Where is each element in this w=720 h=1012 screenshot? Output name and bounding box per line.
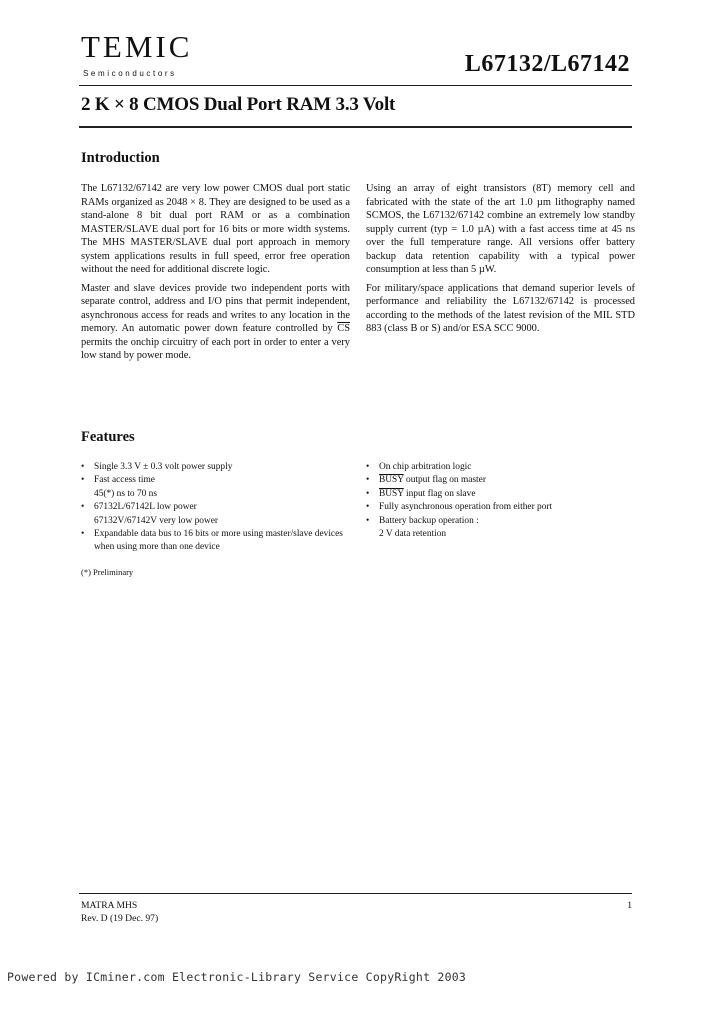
- feature-item: [81, 528, 361, 555]
- feature-item: [366, 461, 632, 474]
- header-rule: [79, 85, 632, 86]
- footer-left: [81, 899, 158, 925]
- features-right-list: [366, 461, 632, 541]
- features-left-column: [81, 461, 361, 555]
- footer-company: MATRA MHS: [81, 900, 138, 911]
- intro-paragraph-2-start: Master and slave devices provide two independent ports with separate control, address and I/O pins that permit independent, asynchronous access for reads and writes to any location in the memory. An automatic power down feature controlled by: [81, 282, 350, 334]
- feature-subtext: 45(*) ns to 70 ns: [94, 488, 158, 499]
- intro-paragraph-1: The L67132/67142 are very low power CMOS dual port static RAMs organized as 2048 × 8. They are designed to be used as a stand-alone 8 bit dual port RAM or as a combination MASTER/SLAVE dual port for 16 bits or more width systems. The MHS MASTER/SLAVE dual port approach in memory system applications results in full speed, error free operation without the need for additional discrete logic.: [81, 183, 350, 275]
- bullet-icon: •: [366, 462, 370, 472]
- bullet-icon: •: [366, 475, 370, 486]
- feature-text: Single 3.3 V ± 0.3 volt power supply: [94, 462, 233, 472]
- bullet-icon: •: [81, 502, 85, 513]
- introduction-heading: Introduction: [81, 150, 160, 166]
- feature-text: On chip arbitration logic: [379, 462, 472, 472]
- intro-paragraph-4: For military/space applications that demand superior levels of performance and reliability the L67132/67142 is processed according to the methods of the latest revision of the MIL STD 883 (class B or S) and/or ESA SCC 9000.: [366, 282, 635, 334]
- feature-item: [366, 515, 632, 542]
- feature-item: [366, 488, 632, 501]
- feature-item: [81, 461, 361, 474]
- features-left-list: [81, 461, 361, 555]
- watermark-text: Powered by ICminer.com Electronic-Library Service CopyRight 2003: [7, 970, 467, 984]
- busy-signal: BUSY: [379, 488, 404, 499]
- feature-text: output flag on master: [403, 475, 486, 486]
- bullet-icon: •: [81, 462, 85, 472]
- feature-text: Fully asynchronous operation from either port: [379, 502, 553, 513]
- part-number: L67132/L67142: [464, 51, 630, 77]
- feature-item: [366, 474, 632, 487]
- bullet-icon: •: [81, 529, 85, 540]
- footer-revision: Rev. D (19 Dec. 97): [81, 913, 159, 924]
- intro-paragraph-3: Using an array of eight transistors (8T) memory cell and fabricated with the state of the art 1.0 µm lithography named SCMOS, the L67132/67142 combine an extremely low standby supply current (typ = 1.0 µA) with a fast access time at 45 ns over the full temperature range. All versions offer battery backup data retention capability with a typical power consumption at less than 5 µW.: [366, 183, 635, 275]
- title-rule: [79, 126, 632, 128]
- feature-item: [81, 501, 361, 528]
- feature-text: 67132L/67142L low power: [94, 502, 197, 513]
- feature-item: [81, 474, 361, 501]
- feature-subtext: 2 V data retention: [379, 529, 447, 540]
- page-number: 1: [627, 900, 632, 911]
- feature-item: [366, 501, 632, 514]
- footer-rule: [79, 893, 632, 894]
- feature-text: Expandable data bus to 16 bits or more using master/slave devices when using more than one device: [94, 529, 343, 553]
- brand-subtitle: Semiconductors: [83, 69, 177, 78]
- intro-paragraph-2-end: permits the onchip circuitry of each port in order to enter a very low stand by power mode.: [81, 336, 350, 361]
- busy-signal: BUSY: [379, 475, 404, 486]
- bullet-icon: •: [366, 502, 370, 513]
- feature-text: Battery backup operation :: [379, 515, 479, 526]
- bullet-icon: •: [366, 488, 370, 499]
- feature-subtext: 67132V/67142V very low power: [94, 515, 219, 526]
- intro-right-column: [366, 182, 635, 341]
- feature-text: Fast access time: [94, 475, 155, 486]
- features-right-column: [366, 461, 632, 541]
- page-title: 2 K × 8 CMOS Dual Port RAM 3.3 Volt: [81, 94, 396, 115]
- features-heading: Features: [81, 429, 135, 445]
- bullet-icon: •: [366, 515, 370, 526]
- preliminary-note: (*) Preliminary: [81, 567, 134, 577]
- intro-paragraph-2: [81, 282, 350, 363]
- brand-logo: TEMIC: [81, 29, 193, 64]
- feature-text: input flag on slave: [403, 488, 476, 499]
- intro-left-column: [81, 182, 350, 368]
- cs-signal: $\overline{CS}$: [337, 323, 350, 334]
- bullet-icon: •: [81, 475, 85, 486]
